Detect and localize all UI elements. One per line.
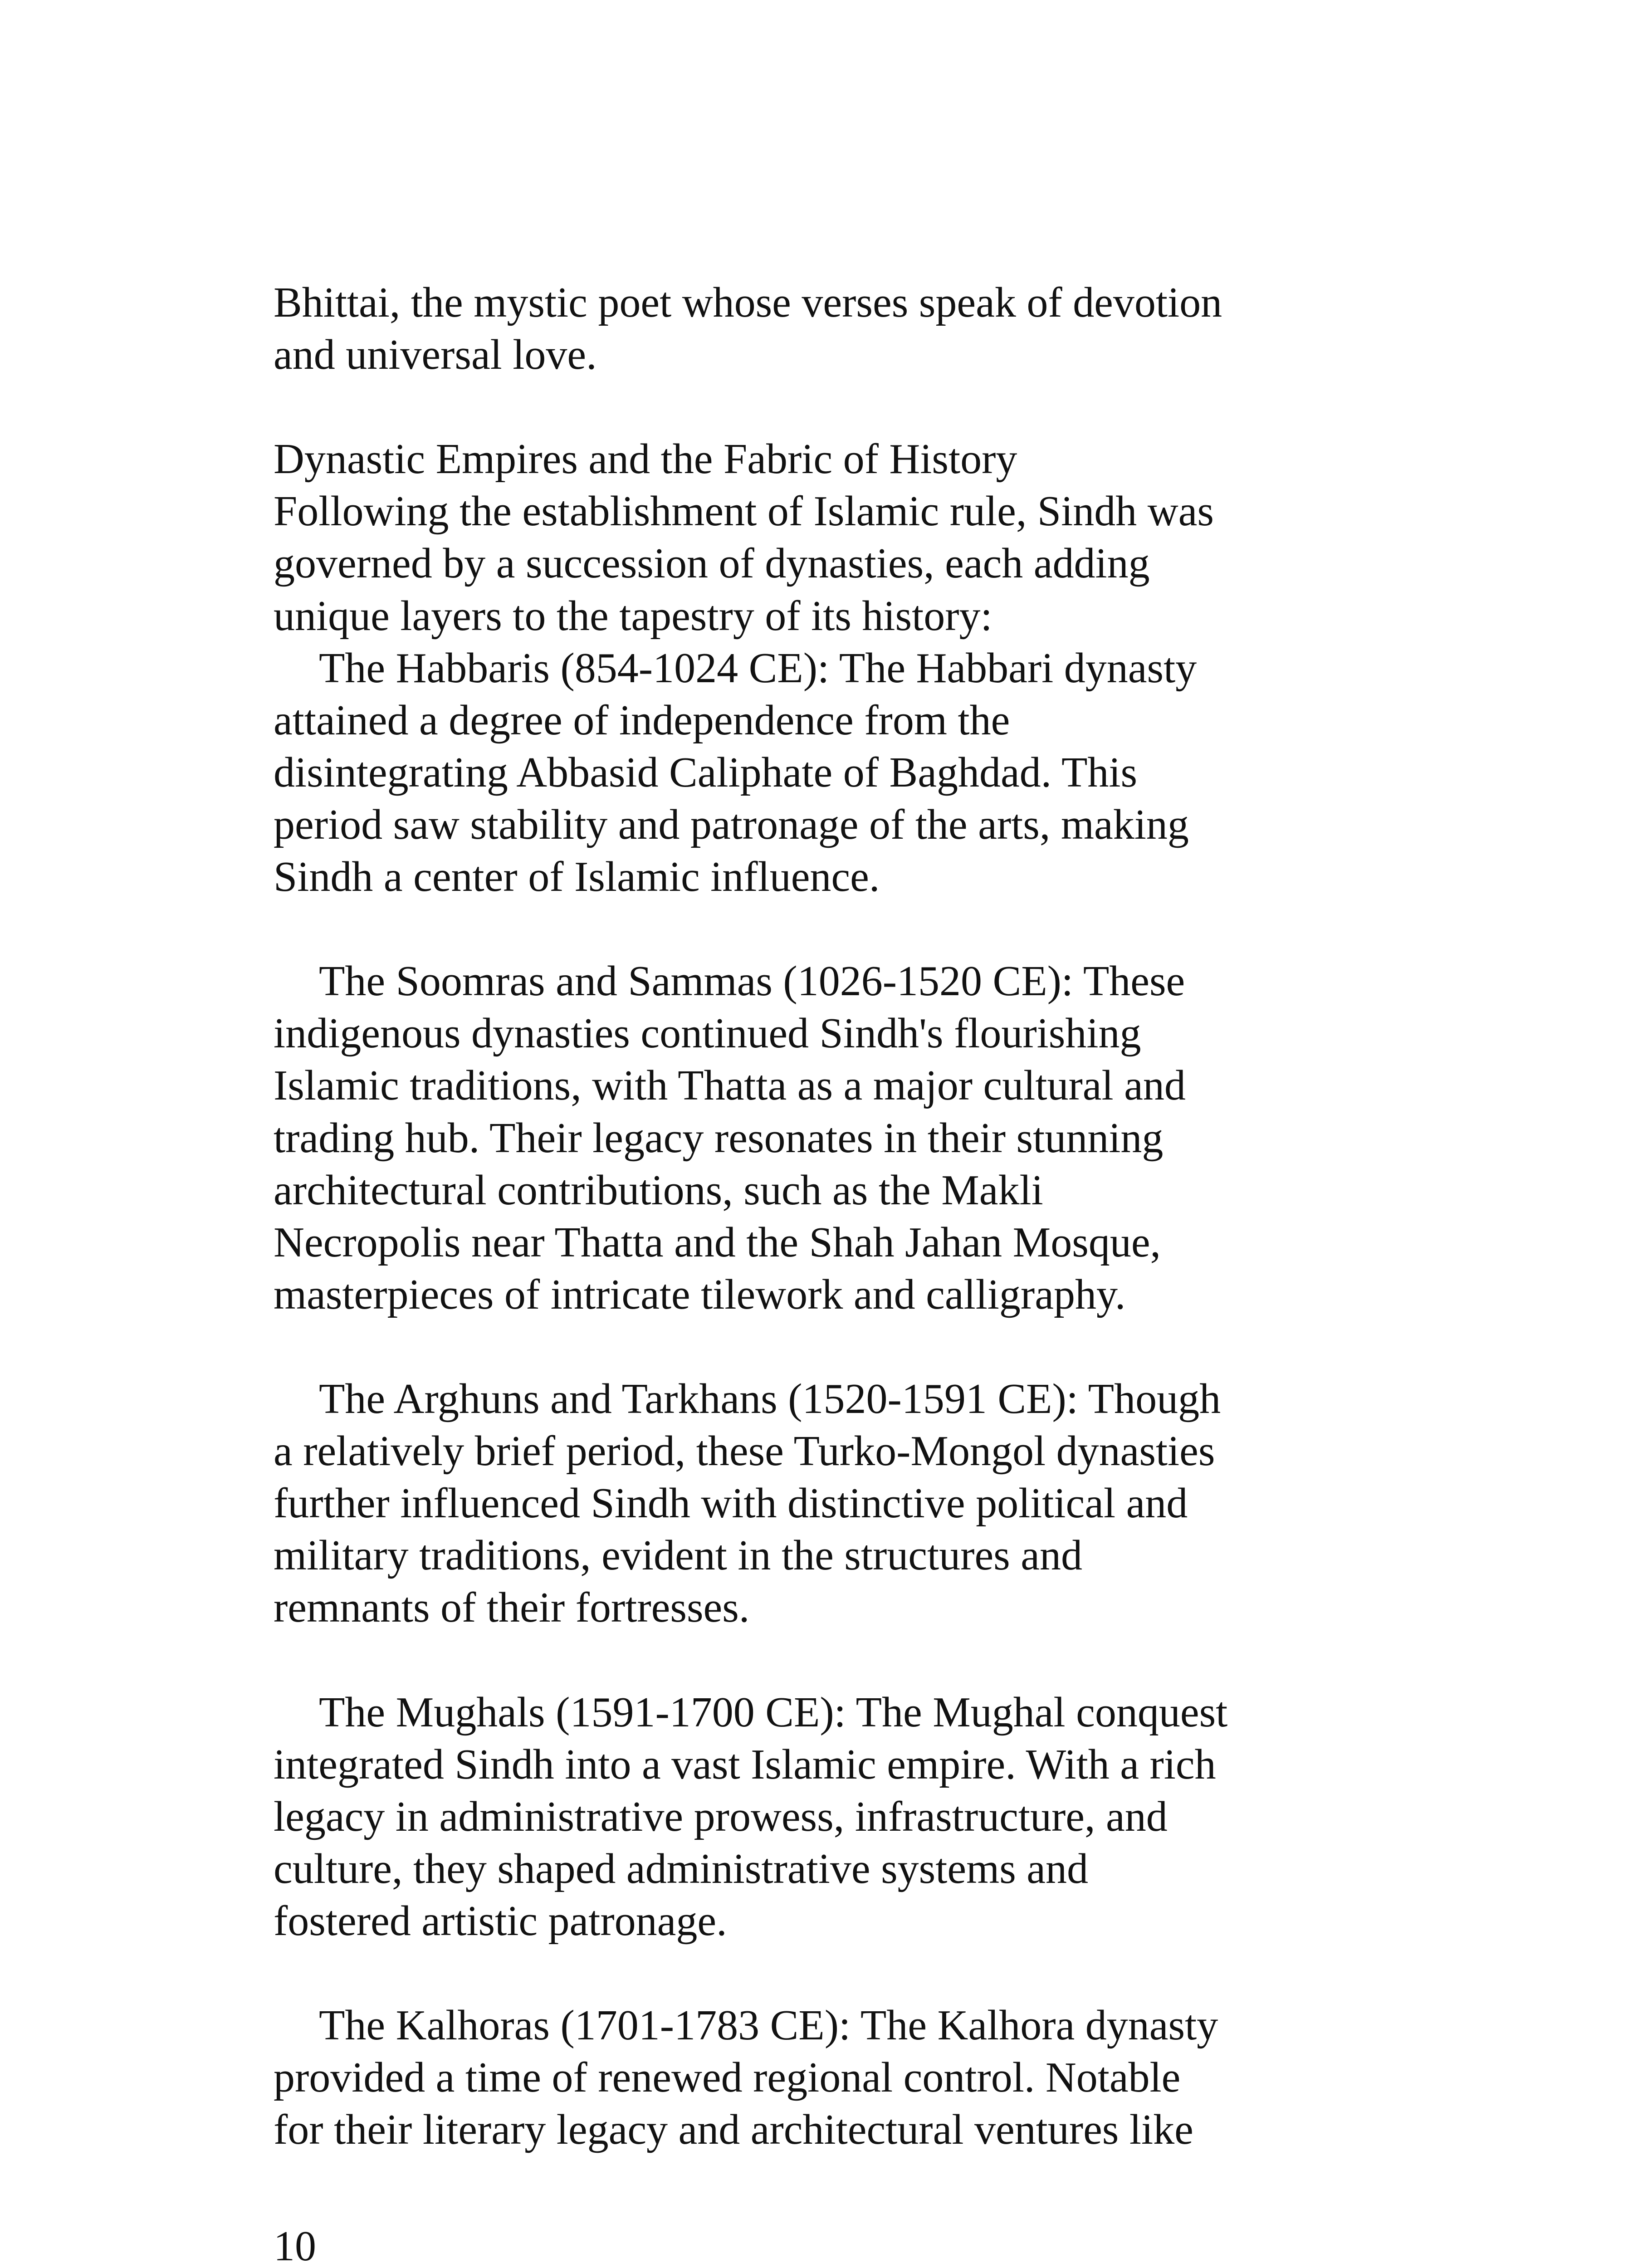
text-line: masterpieces of intricate tilework and calligraphy. [274, 1271, 1126, 1318]
text-line: Sindh a center of Islamic influence. [274, 853, 880, 901]
text-line: Necropolis near Thatta and the Shah Jahan Mosque, [274, 1218, 1161, 1266]
text-line: and universal love. [274, 331, 597, 379]
text-line: integrated Sindh into a vast Islamic empire. With a rich [274, 1740, 1216, 1788]
text-line: Bhittai, the mystic poet whose verses speak of devotion [274, 279, 1222, 326]
text-line: The Soomras and Sammas (1026-1520 CE): These [319, 958, 1185, 1005]
text-line: unique layers to the tapestry of its history: [274, 592, 993, 640]
text-line: governed by a succession of dynasties, each adding [274, 540, 1150, 587]
text-line: provided a time of renewed regional control. Notable [274, 2054, 1181, 2102]
paragraph-gap [274, 381, 1317, 433]
text-line: culture, they shaped administrative systems and [274, 1845, 1089, 1892]
text-line: The Kalhoras (1701-1783 CE): The Kalhora dynasty [319, 2002, 1218, 2049]
text-line: disintegrating Abbasid Caliphate of Baghdad. This [274, 748, 1138, 796]
text-line: architectural contributions, such as the Makli [274, 1166, 1043, 1214]
paragraph-gap [274, 1634, 1317, 1686]
text-line: The Mughals (1591-1700 CE): The Mughal conquest [319, 1688, 1228, 1736]
text-line: The Arghuns and Tarkhans (1520-1591 CE): Though [319, 1375, 1221, 1422]
text-line: remnants of their fortresses. [274, 1584, 750, 1632]
paragraph-gap [274, 903, 1317, 955]
text-line: attained a degree of independence from the [274, 696, 1010, 744]
text-line: Following the establishment of Islamic rule, Sindh was [274, 488, 1214, 535]
section-heading: Dynastic Empires and the Fabric of History [274, 435, 1017, 483]
text-line: fostered artistic patronage. [274, 1897, 727, 1945]
text-line: The Habbaris (854-1024 CE): The Habbari dynasty [319, 644, 1197, 692]
text-line: period saw stability and patronage of the arts, making [274, 801, 1189, 848]
page-number: 10 [274, 2223, 316, 2268]
text-line: further influenced Sindh with distinctive political and [274, 1480, 1188, 1527]
body-text [274, 277, 1317, 2156]
text-line: a relatively brief period, these Turko-Mongol dynasties [274, 1427, 1215, 1475]
text-line: for their literary legacy and architectural ventures like [274, 2106, 1193, 2154]
text-line: military traditions, evident in the structures and [274, 1532, 1082, 1579]
text-line: trading hub. Their legacy resonates in their stunning [274, 1114, 1164, 1162]
text-line: legacy in administrative prowess, infrastructure, and [274, 1793, 1168, 1840]
text-line: Islamic traditions, with Thatta as a major cultural and [274, 1062, 1186, 1110]
paragraph-gap [274, 1321, 1317, 1373]
paragraph-gap [274, 1947, 1317, 1999]
text-line: indigenous dynasties continued Sindh's flourishing [274, 1010, 1141, 1057]
